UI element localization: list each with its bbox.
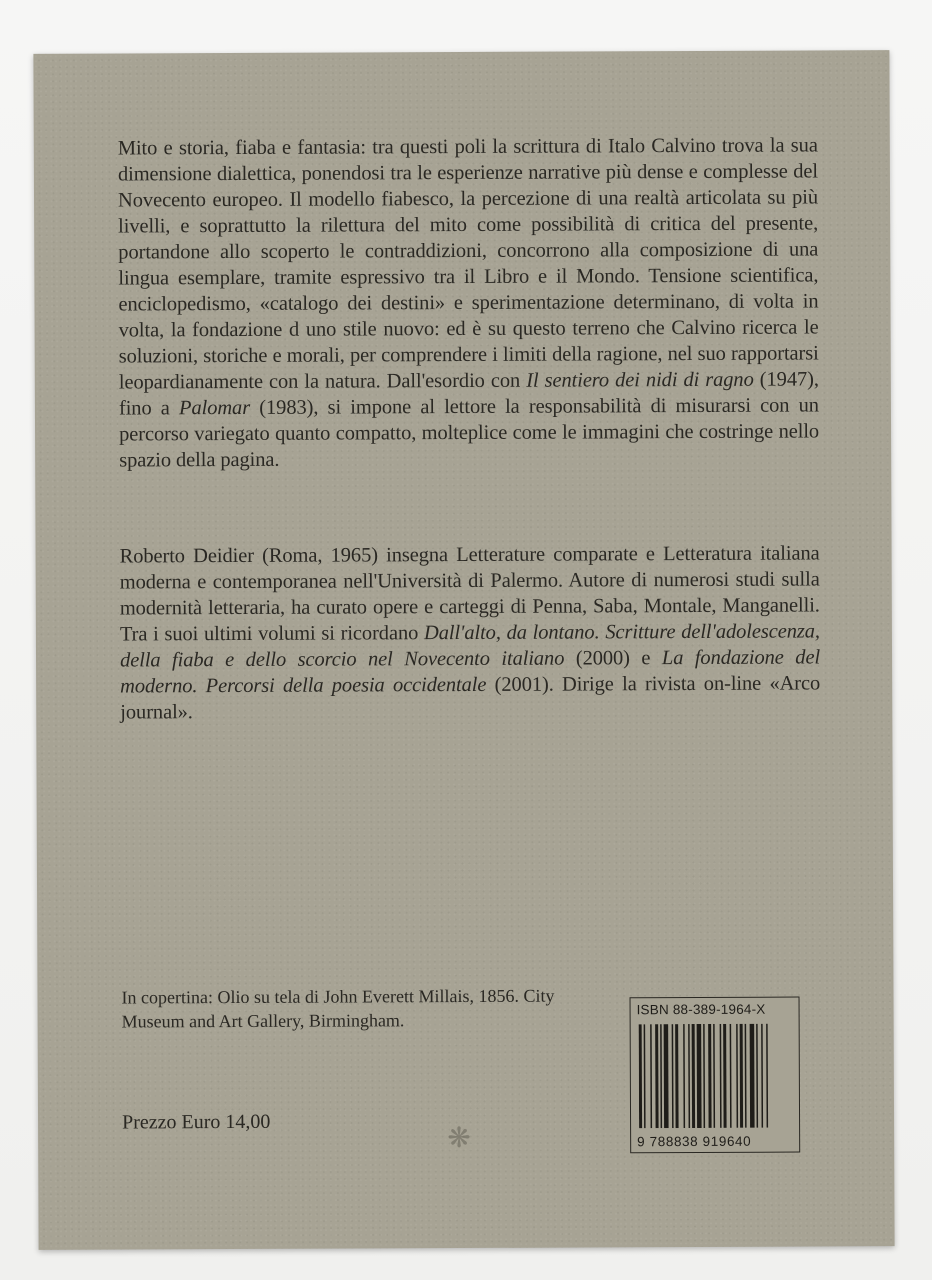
author-bio-paragraph: Roberto Deidier (Roma, 1965) insegna Letterature comparate e Letteratura italiana moderna e contemporanea nell'Università di Palermo. Autore di numerosi studi sulla modernità letteraria, ha curato opere e carteggi di Penna, Saba, Montale, Manganelli. Tra i suoi ultimi volumi si ricordano Dall'alto, da lontano. Scritture dell'adolescenza, della fiaba e dello scorcio nel Novecento italiano (2000) e La fondazione del moderno. Percorsi della poesia occidentale (2001). Dirige la rivista on-line «Arco journal». — [119, 542, 821, 724]
ean-number: 9 788838 919640 — [637, 1133, 752, 1150]
title-dall-alto: Dall'alto, da lontano. Scritture dell'adolescenza, della fiaba e dello scorcio nel Novecento italiano — [119, 620, 820, 672]
isbn-barcode — [630, 997, 801, 1154]
title-il-sentiero: Il sentiero dei nidi di ragno — [526, 368, 754, 392]
cover-credit: In copertina: Olio su tela di John Everett Millais, 1856. City Museum and Art Gallery, Birmingham. — [121, 985, 555, 1032]
isbn-number: ISBN 88-389-1964-X — [636, 1001, 766, 1018]
barcode-bars-icon — [639, 1024, 791, 1129]
title-fondazione-moderno: La fondazione del moderno. Percorsi della poesia occidentale — [120, 646, 821, 698]
publisher-emblem-icon: ❋ — [447, 1122, 471, 1155]
synopsis-paragraph: Mito e storia, fiaba e fantasia: tra questi poli la scrittura di Italo Calvino trova la sua dimensione dialettica, ponendosi tra le esperienze narrative più dense e complesse del Novecento europeo. Il modello fiabesco, la percezione di una realtà articolata su più livelli, e soprattutto la rilettura del mito come possibilità di critica del presente, portandone allo scoperto le contraddizioni, concorrono alla composizione di una lingua esemplare, tramite espressivo tra il Libro e il Mondo. Tensione scientifica, enciclopedismo, «catalogo dei destini» e sperimentazione determinano, di volta in volta, la fondazione d uno stile nuovo: ed è su questo terreno che Calvino ricerca le soluzioni, storiche e morali, per comprendere i limiti della ragione, nel suo rapportarsi leopardianamente con la natura. Dall'esordio con Il sentiero dei nidi di ragno (1947), fino a Palomar (1983), si impone al lettore la responsabilità di misurarsi con un percorso variegato quanto compatto, molteplice come le immagini che costringe nello spazio della pagina. — [117, 134, 820, 472]
price-label: Prezzo Euro 14,00 — [122, 1110, 271, 1134]
book-back-cover — [33, 50, 894, 1250]
title-palomar: Palomar — [178, 396, 251, 420]
